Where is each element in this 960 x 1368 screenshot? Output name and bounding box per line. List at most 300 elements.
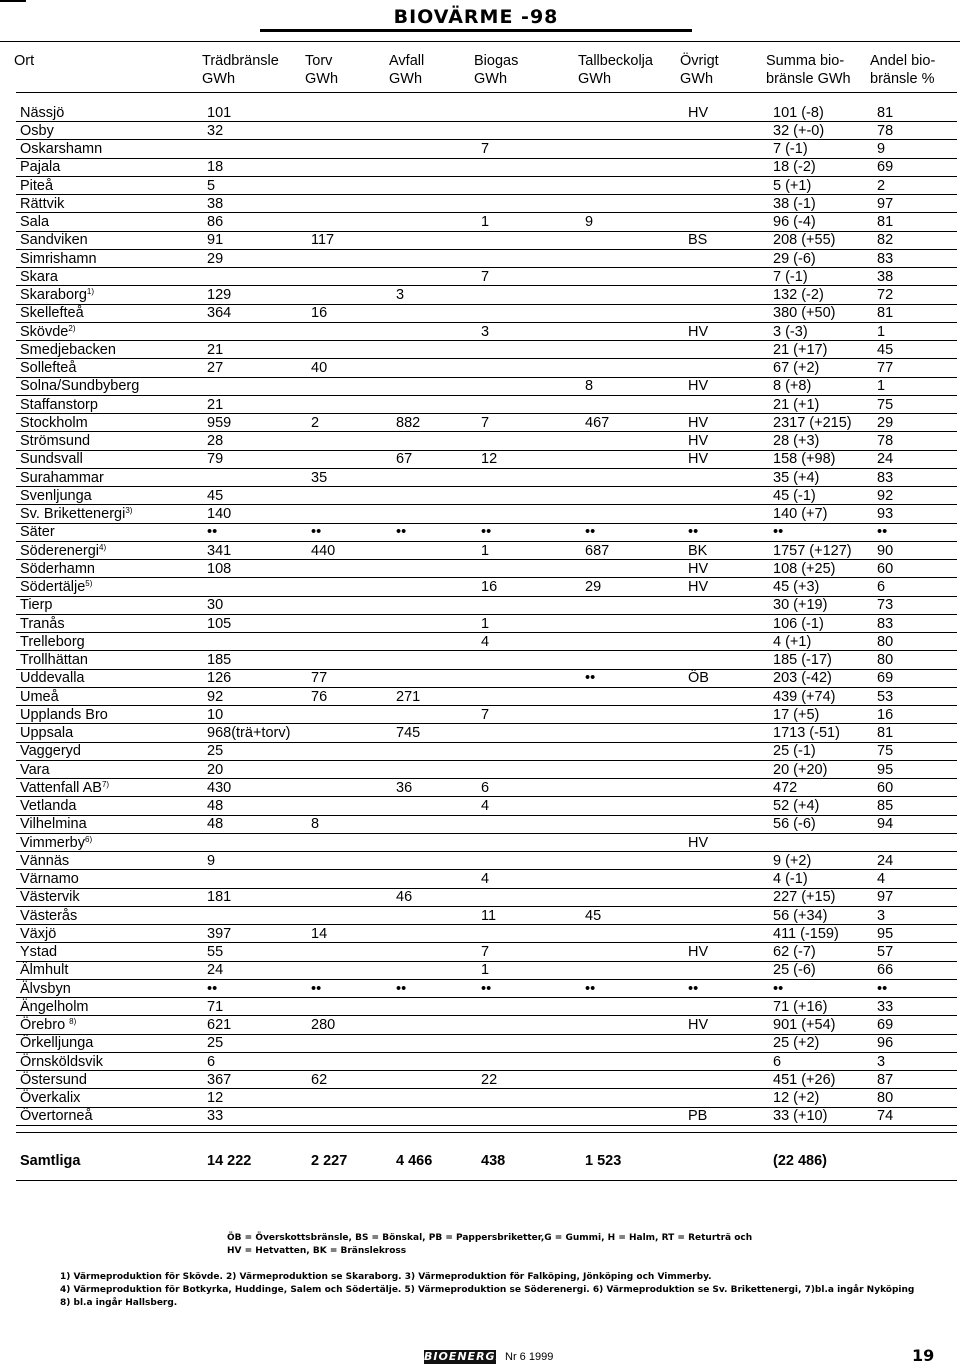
cell-text: 4 (-1) [773,871,808,887]
cell-text: 73 [877,597,894,614]
table-row [0,908,960,926]
col-header-tradbransle: Trädbränsle GWh [202,53,279,87]
cell-text: 367 [207,1071,232,1088]
cell-ort [20,889,80,905]
table-row [0,926,960,944]
cell-ort [20,762,50,778]
cell-ort [20,689,59,705]
cell-andel [877,798,893,814]
cell-andel [877,743,893,759]
cell-text: 48 [207,816,224,833]
footnote-ref: 3) [125,506,133,515]
cell-ort [20,378,139,394]
table-row [0,105,960,123]
cell-text: 108 [207,560,232,577]
table-row [0,1072,960,1090]
cell-ort [20,342,116,358]
cell-text: •• [311,980,322,997]
cell-text: 77 [311,670,328,687]
title-underline [260,29,692,32]
col-header-torv: Torv GWh [305,53,339,87]
issue-number: Nr 6 1999 [505,1351,554,1363]
cell-text: 38 [207,195,224,212]
cell-text: 38 [877,268,894,285]
table-row [0,287,960,305]
cell-text: Svenljunga [20,487,92,504]
header-bottom-rule [16,92,957,93]
cell-torv [311,360,327,376]
cell-text: Älvsbyn [20,980,71,997]
cell-torv [311,415,319,431]
col-header-tallbeckolja: Tallbeckolja GWh [578,53,653,87]
cell-trad [207,981,217,997]
footnote-ref: 6) [85,834,93,844]
cell-avfall [396,725,420,741]
cell-text: 6 [773,1053,782,1070]
cell-text: 185 [207,652,232,668]
cell-text: 6 [877,579,886,595]
cell-torv [311,470,327,486]
table-row [0,470,960,488]
cell-ort [20,141,102,157]
cell-text: 33 [877,998,894,1015]
table-row [0,524,960,542]
cell-biogas [481,634,489,650]
cell-text: 439 (+74) [773,688,836,705]
cell-text: •• [311,524,322,541]
table-row [0,324,960,342]
corner-mark [0,0,26,2]
cell-text: 21 [207,341,224,358]
cell-text: Vaggeryd [20,743,81,760]
cell-summa [773,908,827,924]
cell-text: •• [877,524,888,541]
cell-trad [207,1072,231,1088]
cell-ort [20,561,95,577]
table-row [0,889,960,907]
cell-text: Övertorneå [20,1108,93,1125]
cell-ort [20,835,92,851]
cell-text: BS [688,232,708,249]
cell-andel [877,780,893,796]
cell-andel [877,1017,893,1033]
cell-ovrigt [688,543,707,559]
cell-andel [877,451,893,467]
cell-text: Skara [20,268,58,285]
cell-text: 78 [877,122,894,139]
cell-andel [877,981,887,997]
table-row [0,506,960,524]
cell-text: 8 [585,378,594,395]
cell-text: Sv. Brikettenergi [20,506,126,522]
col-header-ovrigt: Övrigt GWh [680,53,719,87]
cell-text: HV [688,378,709,395]
cell-ovrigt [688,944,708,960]
cell-ort [20,251,97,267]
cell-ovrigt [688,451,708,467]
cell-text: 4 (+1) [773,633,812,650]
table-row [0,816,960,834]
cell-ort [20,324,76,340]
table-row [0,1090,960,1108]
table-row [0,689,960,707]
table-row [0,999,960,1017]
cell-summa [773,981,783,997]
cell-text: 132 (-2) [773,287,824,303]
cell-text: 9 [585,214,594,230]
cell-text: 3 [877,907,886,924]
legend-line: ÖB = Överskottsbränsle, BS = Bönskal, PB = Pappersbriketter,G = Gummi, H = Halm, RT = Returträ och [227,1233,753,1243]
cell-biogas [481,780,489,796]
cell-ovrigt [688,1108,707,1124]
cell-ort [20,962,68,978]
cell-ort [20,488,92,504]
table-row [0,652,960,670]
cell-text: 6 [481,779,490,796]
cell-trad [207,397,223,413]
cell-text: 45 [585,907,602,924]
cell-ort [20,543,106,559]
cell-text: 208 (+55) [773,232,836,249]
cell-summa [773,451,835,467]
cell-ort [20,1072,87,1088]
cell-text: 24 [207,962,224,979]
cell-text: 78 [877,433,894,449]
cell-text: 83 [877,250,894,267]
cell-trad [207,1108,223,1124]
cell-trad [207,944,223,960]
cell-ort [20,871,79,887]
cell-avfall [396,287,404,303]
cell-text: Tierp [20,597,53,614]
footnote-ref: 2) [68,323,76,333]
cell-trad [207,816,223,832]
cell-text: 158 (+98) [773,451,836,468]
table-row [0,378,960,396]
cell-text: 105 [207,615,232,632]
cell-text: Örnsköldsvik [20,1053,103,1070]
cell-text: 6 [207,1053,216,1070]
cell-summa [773,269,808,285]
cell-trad [207,488,223,504]
cell-text: 5 [207,177,216,194]
cell-trad [207,707,223,723]
table-row [0,178,960,196]
cell-summa [773,105,824,121]
cell-summa [773,707,819,723]
cell-andel [877,232,893,248]
cell-text: 86 [207,214,224,230]
cell-text: 2 [877,177,886,194]
cell-text: Östersund [20,1071,87,1088]
cell-text: 96 (-4) [773,214,816,230]
table-row [0,159,960,177]
cell-trad [207,305,231,321]
table-row [0,853,960,871]
total-torv: 2 227 [311,1153,348,1169]
cell-text: 95 [877,925,894,942]
cell-summa [773,415,852,431]
cell-trad [207,360,223,376]
cell-text: 467 [585,414,610,431]
total-label: Samtliga [20,1153,81,1169]
cell-text: 126 [207,670,232,687]
cell-text: 101 (-8) [773,104,824,121]
cell-text: 14 [311,925,328,942]
cell-text: 55 [207,944,224,960]
cell-summa [773,780,797,796]
table-row [0,835,960,853]
cell-summa [773,579,819,595]
cell-text: Simrishamn [20,250,97,267]
page-number: 19 [912,1346,935,1365]
cell-text: 901 (+54) [773,1017,836,1033]
cell-text: 76 [311,688,328,705]
cell-ovrigt [688,1017,708,1033]
cell-ort [20,981,71,997]
cell-summa [773,123,824,139]
cell-summa [773,1072,835,1088]
cell-torv [311,1072,327,1088]
table-row [0,543,960,561]
cell-text: Piteå [20,177,54,194]
cell-text: 87 [877,1071,894,1088]
total-tall: 1 523 [585,1153,622,1169]
cell-text: Växjö [20,925,57,942]
cell-biogas [481,524,491,540]
cell-text: 90 [877,542,894,559]
cell-summa [773,725,840,741]
table-row [0,634,960,652]
cell-text: HV [688,579,709,595]
cell-andel [877,159,893,175]
cell-text: 227 (+15) [773,889,836,906]
cell-andel [877,707,893,723]
cell-andel [877,269,893,285]
cell-text: 45 [207,487,224,504]
cell-andel [877,853,893,869]
cell-summa [773,871,808,887]
cell-text: 9 [877,141,886,157]
cell-ort [20,743,81,759]
cell-text: 80 [877,652,894,668]
cell-andel [877,342,893,358]
cell-ort [20,597,53,613]
cell-trad [207,725,290,741]
cell-text: 9 [207,852,216,869]
cell-trad [207,506,231,522]
cell-text: 83 [877,615,894,632]
cell-text: 45 [877,341,894,358]
cell-avfall [396,415,420,431]
cell-text: 30 (+19) [773,597,828,614]
cell-ort [20,670,85,686]
cell-text: 1 [481,214,490,230]
cell-text: HV [688,433,709,449]
cell-trad [207,962,223,978]
cell-text: 96 [877,1035,894,1052]
cell-trad [207,561,231,577]
cell-text: 7 [481,414,490,431]
cell-torv [311,981,321,997]
cell-text: HV [688,834,709,851]
cell-biogas [481,871,489,887]
cell-summa [773,141,808,157]
cell-summa [773,798,819,814]
cell-text: 46 [396,889,413,906]
footnote-line: 1) Värmeproduktion för Skövde. 2) Värmeproduktion se Skaraborg. 3) Värmeproduktion för Falköping, Jönköping och Vimmerby. [60,1272,712,1282]
cell-text: 3 (-3) [773,323,808,340]
cell-text: Söderenergi [20,542,99,559]
cell-text: 1757 (+127) [773,542,852,559]
cell-text: Värnamo [20,871,79,887]
table-row [0,762,960,780]
cell-trad [207,1090,223,1106]
legend-line: HV = Hetvatten, BK = Bränslekross [227,1246,407,1256]
cell-biogas [481,579,497,595]
cell-andel [877,908,885,924]
total-avfall: 4 466 [396,1153,433,1169]
cell-text: 341 [207,542,232,559]
cell-trad [207,780,231,796]
table-row [0,214,960,232]
cell-text: 52 (+4) [773,798,820,814]
cell-tall [585,378,593,394]
cell-text: Osby [20,122,54,139]
table-row [0,743,960,761]
cell-text: 38 (-1) [773,195,816,212]
cell-text: Vara [20,761,50,778]
cell-text: 5 (+1) [773,177,812,194]
footnote-line: 8) bl.a ingår Hallsberg. [60,1298,178,1308]
cell-summa [773,524,783,540]
cell-text: 82 [877,232,894,249]
cell-ort [20,1054,103,1070]
table-row [0,342,960,360]
cell-trad [207,433,223,449]
cell-text: Stockholm [20,414,88,431]
cell-text: Trelleborg [20,633,85,650]
cell-text: 24 [877,852,894,869]
cell-ort [20,816,87,832]
cell-tall [585,670,595,686]
cell-text: Sandviken [20,232,88,249]
cell-summa [773,762,827,778]
cell-text: 60 [877,560,894,577]
cell-andel [877,488,893,504]
table-row [0,488,960,506]
table-row [0,305,960,323]
cell-ovrigt [688,232,707,248]
col-header-andel: Andel bio- bränsle % [870,53,936,87]
cell-andel [877,999,893,1015]
cell-summa [773,232,835,248]
cell-ovrigt [688,433,708,449]
cell-text: 271 [396,688,421,705]
cell-trad [207,597,223,613]
cell-ort [20,780,109,796]
cell-biogas [481,707,489,723]
cell-biogas [481,944,489,960]
cell-summa [773,196,816,212]
cell-andel [877,470,893,486]
cell-text: Pajala [20,159,61,176]
cell-text: 140 [207,506,232,522]
cell-text: 7 (-1) [773,141,808,157]
cell-text: 25 [207,1035,224,1052]
cell-text: 33 (+10) [773,1108,828,1125]
cell-text: 92 [207,688,224,705]
table-row [0,269,960,287]
cell-text: 1 [481,615,490,632]
cell-tall [585,214,593,230]
cell-summa [773,1108,827,1124]
cell-summa [773,743,816,759]
cell-ort [20,944,57,960]
cell-trad [207,689,223,705]
cell-torv [311,670,327,686]
cell-text: 16 [481,579,498,595]
cell-text: 7 [481,706,490,723]
cell-text: 430 [207,779,232,796]
cell-ort [20,123,54,139]
total-biogas: 438 [481,1153,506,1169]
cell-text: Skellefteå [20,305,84,322]
cell-text: 20 (+20) [773,761,828,778]
col-header-avfall: Avfall GWh [389,53,425,87]
cell-text: 22 [481,1071,498,1088]
cell-summa [773,889,835,905]
cell-text: 3 [877,1053,886,1070]
cell-ovrigt [688,524,698,540]
cell-summa [773,342,827,358]
cell-biogas [481,451,497,467]
cell-summa [773,378,811,394]
cell-text: •• [585,524,596,541]
cell-trad [207,415,231,431]
cell-text: 83 [877,469,894,486]
cell-ort [20,579,92,595]
cell-text: 80 [877,1090,894,1106]
cell-summa [773,1017,835,1033]
cell-text: 12 (+2) [773,1090,820,1106]
cell-text: Örebro [20,1017,70,1033]
cell-ort [20,415,88,431]
cell-text: Uddevalla [20,670,85,687]
cell-trad [207,926,231,942]
cell-text: 24 [877,451,894,468]
cell-ovrigt [688,105,708,121]
cell-biogas [481,798,489,814]
cell-andel [877,397,893,413]
cell-text: 56 (+34) [773,907,828,924]
cell-andel [877,926,893,942]
cell-summa [773,543,852,559]
cell-text: 81 [877,305,894,322]
cell-summa [773,488,816,504]
cell-andel [877,962,893,978]
cell-text: 4 [481,633,490,650]
cell-avfall [396,780,412,796]
cell-text: 4 [481,798,490,814]
footnote-ref: 4) [99,542,107,552]
cell-text: 3 [481,323,490,340]
total-bottom-rule [16,1180,957,1181]
cell-text: 25 (-1) [773,743,816,760]
cell-summa [773,561,835,577]
cell-biogas [481,415,489,431]
cell-andel [877,214,893,230]
